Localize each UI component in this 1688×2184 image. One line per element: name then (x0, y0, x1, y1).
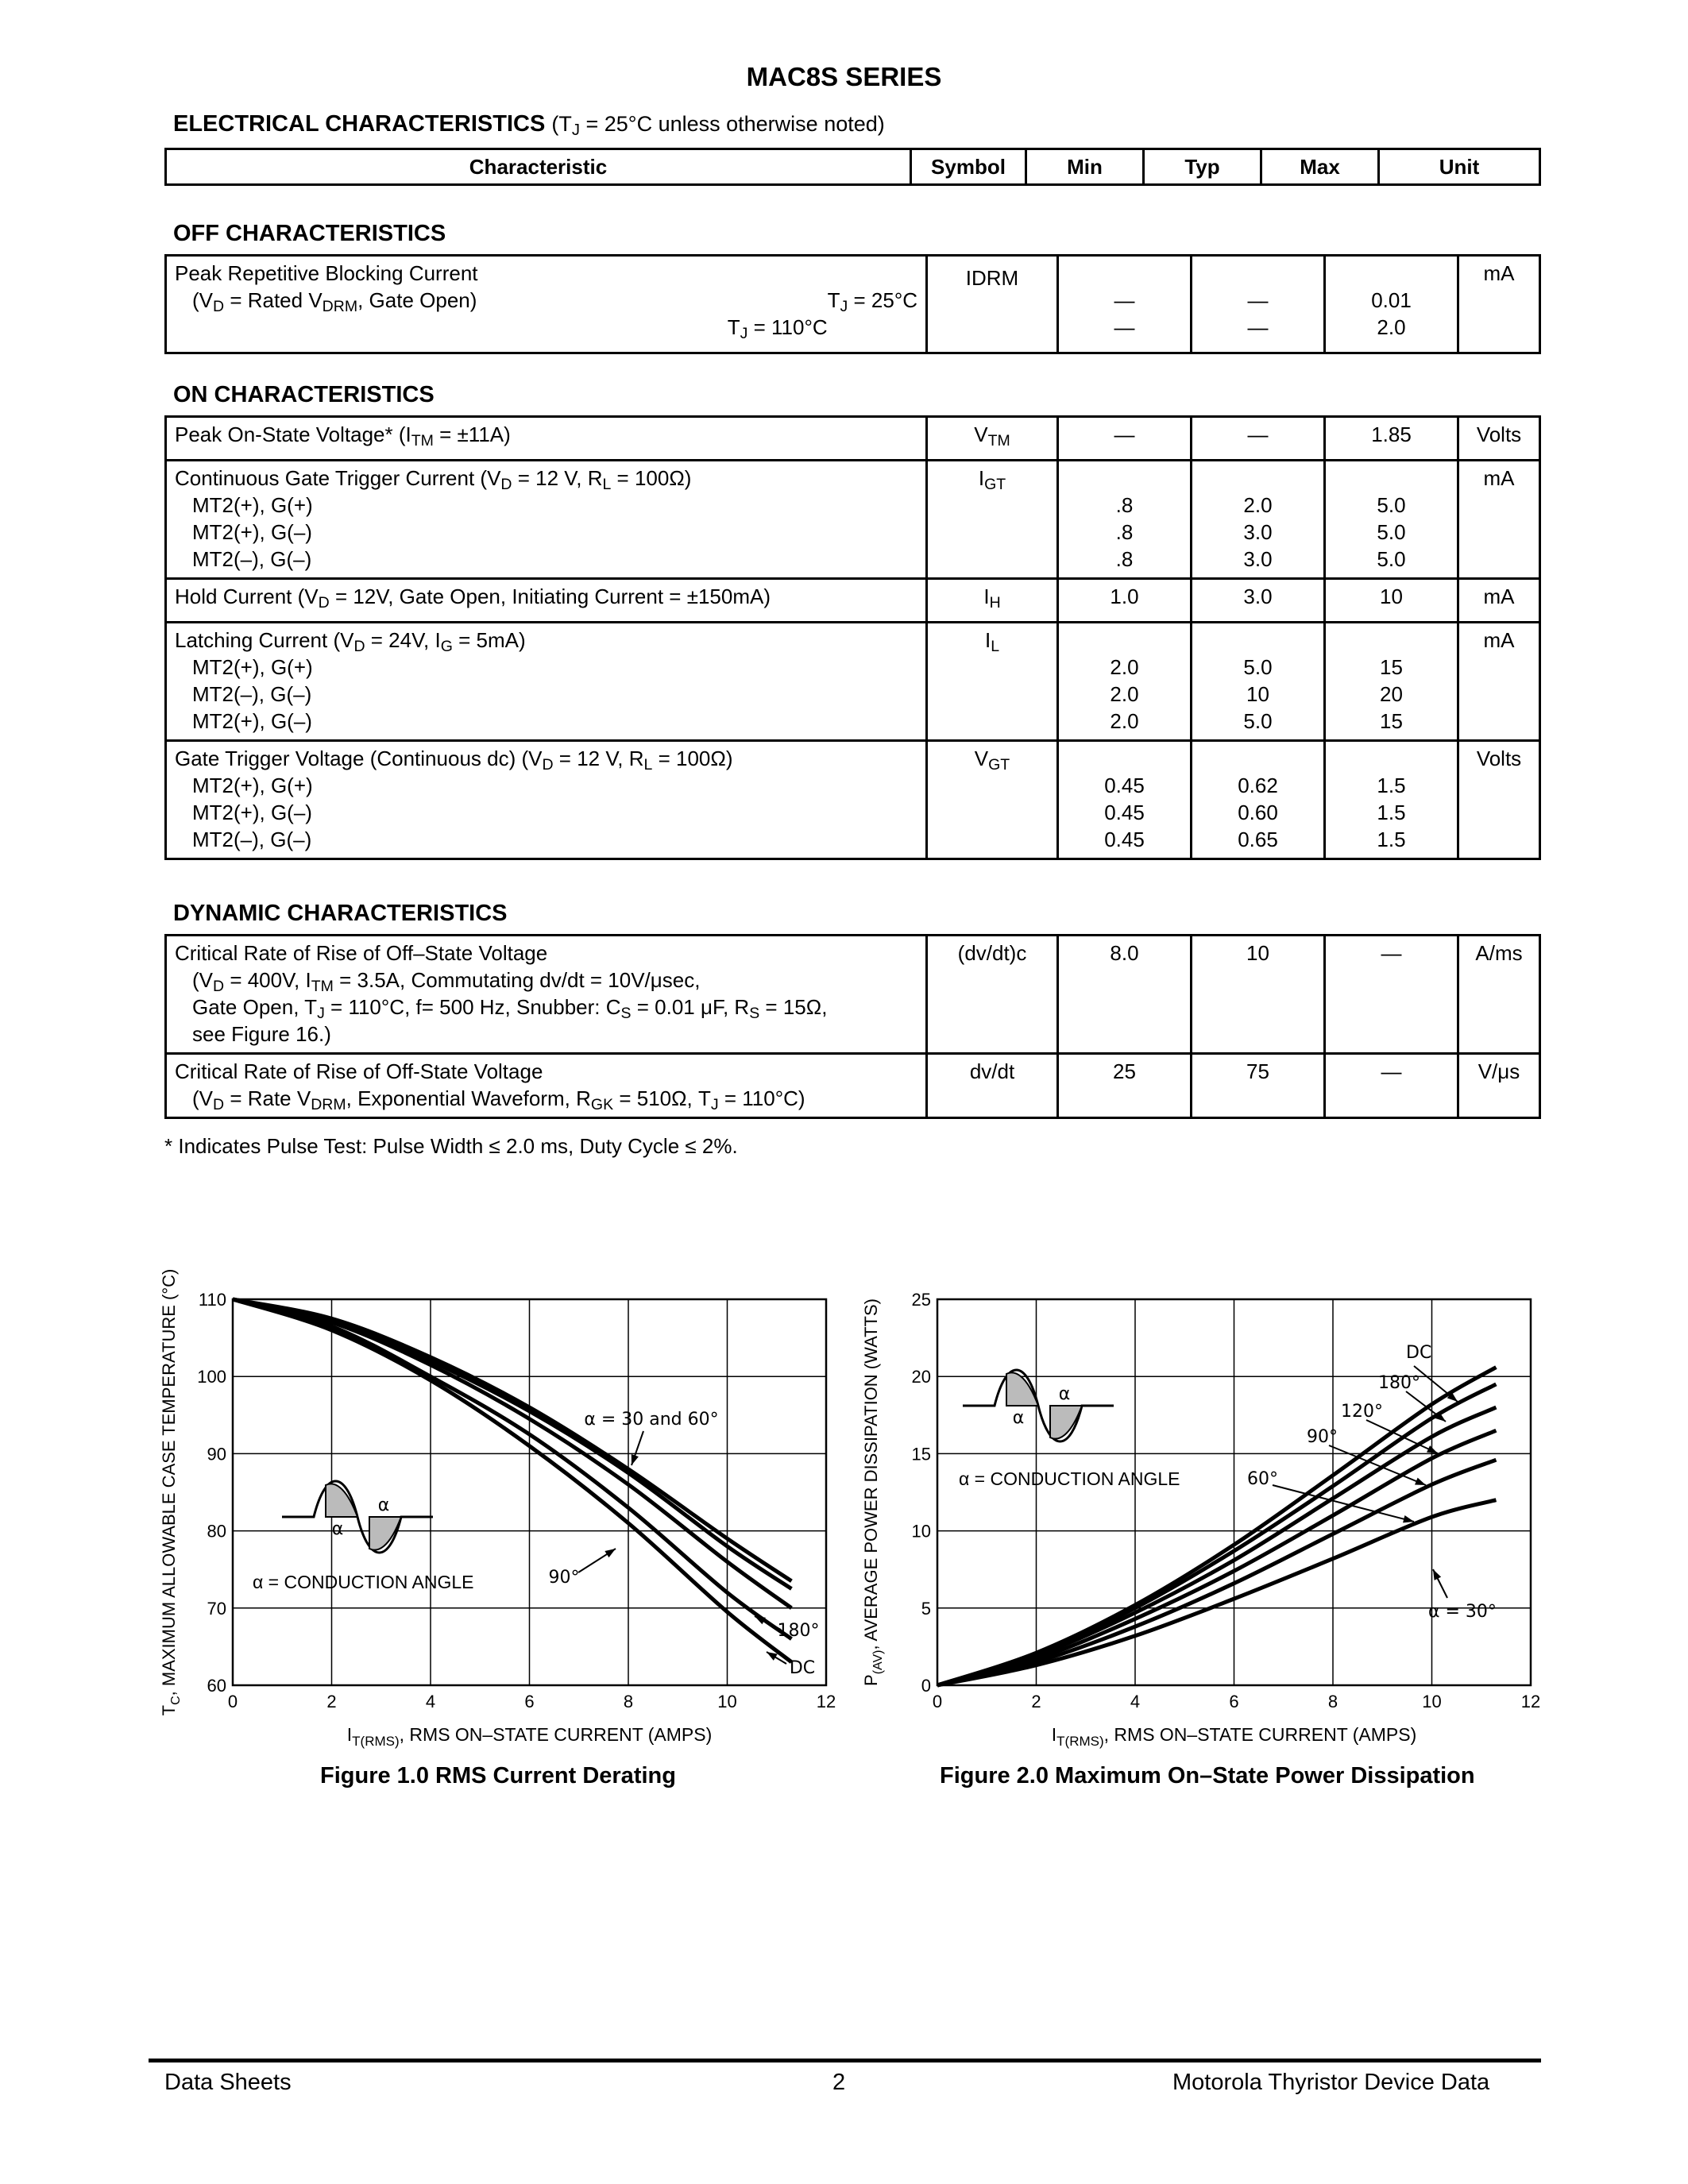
ih-typ: 3.0 (1192, 578, 1325, 622)
x-axis-label-sub: T(RMS) (1056, 1734, 1104, 1749)
text: = 100Ω) (652, 746, 733, 770)
series-line (937, 1460, 1496, 1685)
y-axis-label-pre: T (159, 1704, 179, 1716)
annotation-90: 90° (548, 1568, 580, 1588)
table-row (166, 1054, 1540, 1118)
on-section-title: ON CHARACTERISTICS (173, 382, 435, 407)
dvdt-min: 25 (1058, 1054, 1192, 1118)
on-table (164, 415, 1541, 860)
text (1200, 745, 1315, 772)
y-axis-label-pre: P (861, 1674, 881, 1686)
x-tick-label: 4 (1130, 1692, 1141, 1711)
off-symbol (927, 256, 1058, 353)
text: 5.0 (1243, 654, 1273, 679)
text: — (1247, 315, 1269, 339)
x-axis-label-sub: T(RMS) (352, 1734, 400, 1749)
text: = 24V, I (365, 627, 441, 652)
dynamic-section-title: DYNAMIC CHARACTERISTICS (173, 901, 508, 926)
ec-note-pre: (T (551, 112, 572, 136)
ih-max: 10 (1325, 578, 1458, 622)
figure-2-caption: Figure 2.0 Maximum On–State Power Dissipation (940, 1763, 1475, 1788)
text: = 15Ω, (759, 995, 828, 1019)
y-axis-label (861, 1298, 885, 1686)
ih-symbol (927, 578, 1058, 622)
x-tick-label: 2 (1031, 1692, 1041, 1711)
x-axis-label-text: , RMS ON–STATE CURRENT (AMPS) (1103, 1724, 1417, 1745)
text: 1.5 (1377, 827, 1406, 851)
text (175, 627, 917, 654)
text: (V (192, 288, 213, 312)
text: Critical Rate of Rise of Off–State Voltage (175, 941, 548, 965)
ih-unit: mA (1458, 578, 1540, 622)
series-line (233, 1299, 791, 1581)
text: S (620, 1004, 632, 1022)
il-unit: mA (1458, 622, 1540, 740)
text: = ±11A) (433, 423, 511, 446)
annotation-90: 90° (1307, 1427, 1338, 1447)
text: MT2(+), G(+) (192, 654, 313, 679)
y-tick-label: 0 (921, 1676, 931, 1696)
text: TM (311, 977, 334, 995)
text (175, 1085, 917, 1112)
x-tick-label: 8 (623, 1692, 634, 1711)
text: V (974, 423, 988, 446)
ec-title-text: ELECTRICAL CHARACTERISTICS (173, 111, 546, 137)
arrowhead-icon (1403, 1515, 1414, 1522)
y-tick-label: 90 (207, 1444, 226, 1464)
text: DRM (322, 297, 358, 315)
text: = 3.5A, Commutating dv/dt = 10V/μsec, (333, 968, 701, 992)
text: = 110°C, f= 500 Hz, Snubber: C (324, 995, 621, 1019)
conduction-angle-label: α = CONDUCTION ANGLE (253, 1572, 474, 1592)
y-tick-label: 10 (911, 1521, 931, 1542)
table-row (166, 936, 1540, 1054)
footer-page-number: 2 (832, 2070, 846, 2095)
text: I (983, 584, 990, 608)
x-tick-label: 6 (1229, 1692, 1239, 1711)
vtm-symbol (927, 417, 1058, 461)
text (1067, 745, 1182, 772)
text: L (991, 637, 1000, 655)
text: DRM (311, 1095, 346, 1113)
y-tick-label: 100 (197, 1367, 226, 1387)
text: D (318, 593, 330, 612)
text: MT2(+), G(+) (192, 492, 313, 517)
text: 3.0 (1243, 519, 1273, 544)
table-row (166, 256, 1540, 353)
text: J (710, 1095, 719, 1113)
text: 15 (1380, 654, 1403, 679)
header-unit: Unit (1379, 149, 1540, 185)
off-tj2 (728, 314, 828, 347)
y-tick-label: 60 (207, 1676, 226, 1696)
text: J (317, 1004, 325, 1022)
dvdtc-max: — (1325, 936, 1458, 1054)
text: (V (192, 968, 213, 992)
text: TM (411, 431, 434, 450)
header-characteristic: Characteristic (166, 149, 911, 185)
x-axis-label-pre: I (346, 1724, 353, 1745)
text: 0.60 (1238, 800, 1278, 824)
x-tick-label: 0 (932, 1692, 943, 1711)
text: 15 (1380, 708, 1403, 733)
vgt-characteristic (166, 740, 927, 859)
x-axis-label (347, 1724, 712, 1749)
off-section-title: OFF CHARACTERISTICS (173, 221, 446, 246)
text (1067, 465, 1182, 492)
arrowhead-icon (755, 1616, 766, 1624)
text: D (213, 1095, 225, 1113)
x-tick-label: 10 (717, 1692, 737, 1711)
text: Continuous Gate Trigger Current (V (175, 465, 501, 490)
text: — (1114, 315, 1135, 339)
electrical-characteristics-title (173, 111, 885, 140)
y-tick-label: 20 (911, 1367, 931, 1387)
arrowhead-icon (767, 1652, 778, 1661)
vtm-characteristic (166, 417, 927, 461)
text: Latching Current (V (175, 627, 354, 652)
text: .8 (1115, 519, 1134, 544)
text: 5.0 (1377, 546, 1406, 571)
alpha-symbol: α (377, 1495, 390, 1515)
series-title: MAC8S SERIES (746, 62, 942, 91)
text: 2.0 (1243, 492, 1273, 517)
text: — (1114, 288, 1135, 312)
text (1200, 260, 1315, 287)
off-max (1325, 256, 1458, 353)
text: D (500, 475, 512, 493)
arrowhead-icon (1433, 1569, 1441, 1580)
header-row (166, 149, 1540, 185)
ec-note (551, 112, 885, 140)
ih-min: 1.0 (1058, 578, 1192, 622)
ec-note-post: = 25°C unless otherwise noted) (579, 112, 885, 136)
text: = 400V, I (224, 968, 311, 992)
alpha-symbol: α (1012, 1408, 1025, 1428)
text: = 25°C (848, 288, 917, 312)
table-row (166, 417, 1540, 461)
annotation-dc: DC (1406, 1343, 1432, 1363)
text: — (1247, 288, 1269, 312)
text: T (727, 315, 740, 339)
text (1334, 465, 1449, 492)
text: = Rate V (224, 1086, 311, 1110)
dvdt-characteristic (166, 1054, 927, 1118)
text: 0.45 (1104, 800, 1145, 824)
x-tick-label: 2 (326, 1692, 337, 1711)
text: = 510Ω, T (613, 1086, 711, 1110)
figure-2-chart (858, 1255, 1557, 1779)
footer-left: Data Sheets (164, 2070, 292, 2095)
text: = Rated V (224, 288, 323, 312)
x-tick-label: 0 (227, 1692, 238, 1711)
vgt-max (1325, 740, 1458, 859)
footer-rule (149, 2059, 1541, 2062)
text: D (213, 297, 225, 315)
text: = 100Ω) (611, 465, 692, 490)
text: D (542, 755, 554, 774)
text: 2.0 (1110, 708, 1139, 733)
igt-min (1058, 460, 1192, 578)
igt-typ (1192, 460, 1325, 578)
text: Gate Open, T (192, 995, 318, 1019)
text: L (602, 475, 612, 493)
off-table (164, 254, 1541, 354)
y-tick-label: 25 (911, 1290, 931, 1310)
text: D (353, 637, 365, 655)
annotation-180: 180° (1378, 1373, 1420, 1393)
text: = 12 V, R (512, 465, 603, 490)
ec-note-sub: J (571, 122, 580, 140)
igt-symbol (927, 460, 1058, 578)
table-row (166, 460, 1540, 578)
text: J (740, 324, 748, 342)
text (1334, 260, 1449, 287)
x-axis-label (1052, 1724, 1416, 1749)
text: 0.01 (1371, 288, 1412, 312)
text: .8 (1115, 492, 1134, 517)
text: 1.5 (1377, 800, 1406, 824)
x-tick-label: 12 (816, 1692, 836, 1711)
text: 0.45 (1104, 827, 1145, 851)
text: MT2(+), G(–) (192, 519, 312, 544)
arrowhead-icon (605, 1549, 616, 1557)
text: I (965, 266, 971, 290)
text: V (974, 746, 989, 770)
footnote: * Indicates Pulse Test: Pulse Width ≤ 2.0 ms, Duty Cycle ≤ 2%. (164, 1134, 738, 1158)
dvdtc-unit: A/ms (1458, 936, 1540, 1054)
conduction-angle-label: α = CONDUCTION ANGLE (959, 1468, 1180, 1489)
text: see Figure 16.) (192, 1022, 331, 1046)
y-tick-label: 15 (911, 1444, 931, 1464)
x-tick-label: 6 (524, 1692, 535, 1711)
x-tick-label: 12 (1520, 1692, 1541, 1711)
text: MT2(+), G(–) (192, 708, 312, 733)
text: 0.65 (1238, 827, 1278, 851)
off-min (1058, 256, 1192, 353)
x-axis-label-pre: I (1051, 1724, 1057, 1745)
vtm-max: 1.85 (1325, 417, 1458, 461)
figure-1-chart (151, 1255, 850, 1779)
off-tj2-line (175, 314, 917, 341)
off-name: Peak Repetitive Blocking Current (175, 261, 478, 285)
table-row (166, 578, 1540, 622)
text: = 0.01 μF, R (631, 995, 750, 1019)
text: (V (192, 1086, 213, 1110)
arrowhead-icon (1415, 1478, 1426, 1485)
y-tick-label: 70 (207, 1598, 226, 1619)
x-tick-label: 8 (1327, 1692, 1338, 1711)
dvdtc-symbol: (dv/dt)c (927, 936, 1058, 1054)
y-tick-label: 5 (921, 1598, 931, 1619)
vgt-typ (1192, 740, 1325, 859)
il-typ (1192, 622, 1325, 740)
text: GT (988, 755, 1010, 774)
vgt-symbol (927, 740, 1058, 859)
off-characteristic (166, 256, 927, 353)
text: DRM (971, 266, 1019, 290)
text: H (989, 593, 1001, 612)
text (175, 994, 917, 1021)
y-tick-label: 80 (207, 1521, 226, 1542)
igt-unit: mA (1458, 460, 1540, 578)
text (1067, 627, 1182, 654)
vgt-unit: Volts (1458, 740, 1540, 859)
dvdt-symbol: dv/dt (927, 1054, 1058, 1118)
table-row (166, 740, 1540, 859)
text: = 12 V, R (553, 746, 644, 770)
text: , Gate Open) (357, 288, 477, 312)
text: 10 (1246, 681, 1269, 706)
annotation-30-60: α = 30 and 60° (584, 1410, 719, 1430)
x-axis-label-text: , RMS ON–STATE CURRENT (AMPS) (399, 1724, 713, 1745)
text: S (749, 1004, 760, 1022)
text: 5.0 (1377, 492, 1406, 517)
text: Peak On-State Voltage* (I (175, 423, 411, 446)
alpha-symbol: α (331, 1519, 344, 1539)
y-axis-label-text: , MAXIMUM ALLOWABLE CASE TEMPERATURE (°C) (159, 1268, 179, 1696)
text: 5.0 (1377, 519, 1406, 544)
dvdt-unit: V/μs (1458, 1054, 1540, 1118)
y-axis-label (159, 1269, 183, 1716)
annotation-180: 180° (777, 1621, 820, 1641)
dynamic-table (164, 934, 1541, 1119)
annotation-30: α = 30° (1428, 1602, 1497, 1622)
text: GT (984, 475, 1006, 493)
text: MT2(–), G(–) (192, 681, 312, 706)
dvdtc-typ: 10 (1192, 936, 1325, 1054)
text (1334, 627, 1449, 654)
arrowhead-icon (632, 1454, 639, 1465)
vtm-typ: — (1192, 417, 1325, 461)
y-axis-label-sub: (AV) (871, 1650, 885, 1675)
text: MT2(–), G(–) (192, 827, 312, 851)
text: 1.5 (1377, 773, 1406, 797)
igt-max (1325, 460, 1458, 578)
text (936, 264, 1049, 291)
off-unit: mA (1458, 256, 1540, 353)
text: MT2(+), G(+) (192, 773, 313, 797)
text: I (978, 465, 985, 490)
ih-characteristic (166, 578, 927, 622)
dvdt-max: — (1325, 1054, 1458, 1118)
y-axis-label-sub: C (169, 1696, 183, 1705)
text (175, 465, 917, 492)
text (175, 967, 917, 994)
il-symbol (927, 622, 1058, 740)
series-line (937, 1407, 1496, 1685)
text: Gate Trigger Voltage (Continuous dc) (V (175, 746, 543, 770)
text: I (984, 627, 991, 652)
text: TM (987, 431, 1010, 450)
text: 2.0 (1110, 654, 1139, 679)
text: MT2(+), G(–) (192, 800, 312, 824)
il-characteristic (166, 622, 927, 740)
header-max: Max (1261, 149, 1379, 185)
il-max (1325, 622, 1458, 740)
text: 5.0 (1243, 708, 1273, 733)
footer-right: Motorola Thyristor Device Data (1172, 2070, 1490, 2095)
text: = 110°C) (718, 1086, 805, 1110)
annotation-60: 60° (1247, 1469, 1278, 1489)
table-row (166, 622, 1540, 740)
text (1067, 260, 1182, 287)
y-axis-label-text: , AVERAGE POWER DISSIPATION (WATTS) (861, 1298, 881, 1650)
text: D (213, 977, 225, 995)
text: L (643, 755, 653, 774)
off-tj1 (828, 287, 917, 320)
dvdt-typ: 75 (1192, 1054, 1325, 1118)
figure-1-caption: Figure 1.0 RMS Current Derating (320, 1763, 676, 1788)
il-min (1058, 622, 1192, 740)
text: 0.45 (1104, 773, 1145, 797)
vtm-min: — (1058, 417, 1192, 461)
off-condition (175, 287, 917, 314)
vgt-min (1058, 740, 1192, 859)
text (175, 745, 917, 772)
text: = 110°C (747, 315, 828, 339)
annotation-dc: DC (789, 1658, 816, 1678)
series-line (937, 1384, 1496, 1685)
text: Critical Rate of Rise of Off-State Voltage (175, 1059, 543, 1083)
text: , Exponential Waveform, R (346, 1086, 591, 1110)
text: J (840, 297, 848, 315)
text (1200, 465, 1315, 492)
x-tick-label: 4 (425, 1692, 436, 1711)
text: GK (590, 1095, 614, 1113)
header-table (164, 148, 1541, 186)
text: .8 (1115, 546, 1134, 571)
text: 2.0 (1110, 681, 1139, 706)
alpha-symbol: α (1058, 1384, 1071, 1404)
text: = 5mA) (452, 627, 526, 652)
igt-characteristic (166, 460, 927, 578)
y-tick-label: 110 (198, 1290, 226, 1310)
text: 0.62 (1238, 773, 1278, 797)
off-typ (1192, 256, 1325, 353)
text: MT2(–), G(–) (192, 546, 312, 571)
text (1334, 745, 1449, 772)
text: Hold Current (V (175, 584, 319, 608)
header-min: Min (1026, 149, 1144, 185)
vtm-unit: Volts (1458, 417, 1540, 461)
annotation-120: 120° (1341, 1402, 1383, 1422)
text: 3.0 (1243, 546, 1273, 571)
text: G (440, 637, 453, 655)
header-typ: Typ (1144, 149, 1261, 185)
x-tick-label: 10 (1422, 1692, 1442, 1711)
dvdtc-characteristic (166, 936, 927, 1054)
text (1200, 627, 1315, 654)
text: T (827, 288, 840, 312)
header-symbol: Symbol (911, 149, 1026, 185)
text: 20 (1380, 681, 1403, 706)
text: = 12V, Gate Open, Initiating Current = ±150mA) (329, 584, 771, 608)
text: 2.0 (1377, 315, 1406, 339)
dvdtc-min: 8.0 (1058, 936, 1192, 1054)
